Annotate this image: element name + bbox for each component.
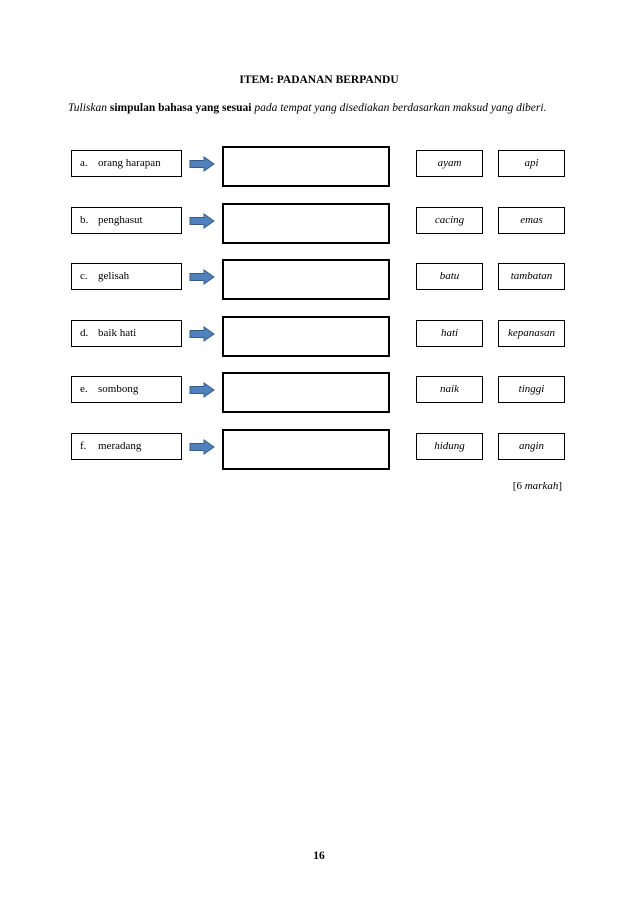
meaning-box	[71, 433, 182, 460]
meaning-box	[71, 263, 182, 290]
answer-box[interactable]	[222, 316, 390, 357]
meaning-text: sombong	[98, 383, 139, 396]
option-box: hidung	[416, 433, 483, 460]
meaning-text: orang harapan	[98, 157, 161, 169]
item-letter: a.	[80, 157, 88, 169]
option-box: angin	[498, 433, 565, 460]
meaning-text: penghasut	[98, 213, 143, 226]
answer-box[interactable]	[222, 259, 390, 300]
right-arrow-icon	[189, 213, 215, 229]
matching-row-a	[0, 146, 638, 188]
right-arrow-icon	[189, 439, 215, 455]
item-letter: e.	[80, 383, 88, 396]
matching-row-b	[0, 203, 638, 245]
meaning-text: baik hati	[98, 326, 137, 339]
meaning-box	[71, 376, 182, 403]
marks-close: ]	[558, 480, 562, 492]
option-box: ayam	[416, 150, 483, 177]
answer-box[interactable]	[222, 429, 390, 470]
instruction-pre: Tuliskan	[68, 102, 110, 114]
item-letter: f.	[80, 440, 87, 452]
marks-open: [6	[512, 480, 525, 492]
option-box: emas	[498, 207, 565, 234]
option-box: tambatan	[498, 263, 565, 290]
option-box: tinggi	[498, 376, 565, 403]
answer-box[interactable]	[222, 372, 390, 413]
instruction-text	[68, 98, 568, 119]
meaning-text: meradang	[98, 440, 142, 452]
right-arrow-icon	[189, 326, 215, 342]
matching-row-d	[0, 316, 638, 358]
meaning-text: gelisah	[98, 270, 130, 283]
page-number: 16	[313, 850, 325, 862]
answer-box[interactable]	[222, 203, 390, 244]
meaning-box	[71, 207, 182, 234]
matching-row-e	[0, 372, 638, 414]
option-box: batu	[416, 263, 483, 290]
instruction-post: pada tempat yang disediakan berdasarkan maksud yang diberi.	[251, 102, 547, 114]
right-arrow-icon	[189, 156, 215, 172]
marks-note	[490, 480, 562, 492]
meaning-box	[71, 150, 182, 177]
option-box: naik	[416, 376, 483, 403]
page-title: ITEM: PADANAN BERPANDU	[239, 74, 399, 86]
item-letter: b.	[80, 213, 89, 226]
item-letter: c.	[80, 270, 88, 283]
item-letter: d.	[80, 326, 89, 339]
meaning-box	[71, 320, 182, 347]
option-box: hati	[416, 320, 483, 347]
marks-word: markah	[524, 480, 559, 492]
option-box: kepanasan	[498, 320, 565, 347]
option-box: cacing	[416, 207, 483, 234]
instruction-bold: simpulan bahasa yang sesuai	[109, 102, 252, 114]
answer-box[interactable]	[222, 146, 390, 187]
option-box: api	[498, 150, 565, 177]
right-arrow-icon	[189, 269, 215, 285]
right-arrow-icon	[189, 382, 215, 398]
matching-row-c	[0, 259, 638, 301]
matching-row-f	[0, 429, 638, 471]
